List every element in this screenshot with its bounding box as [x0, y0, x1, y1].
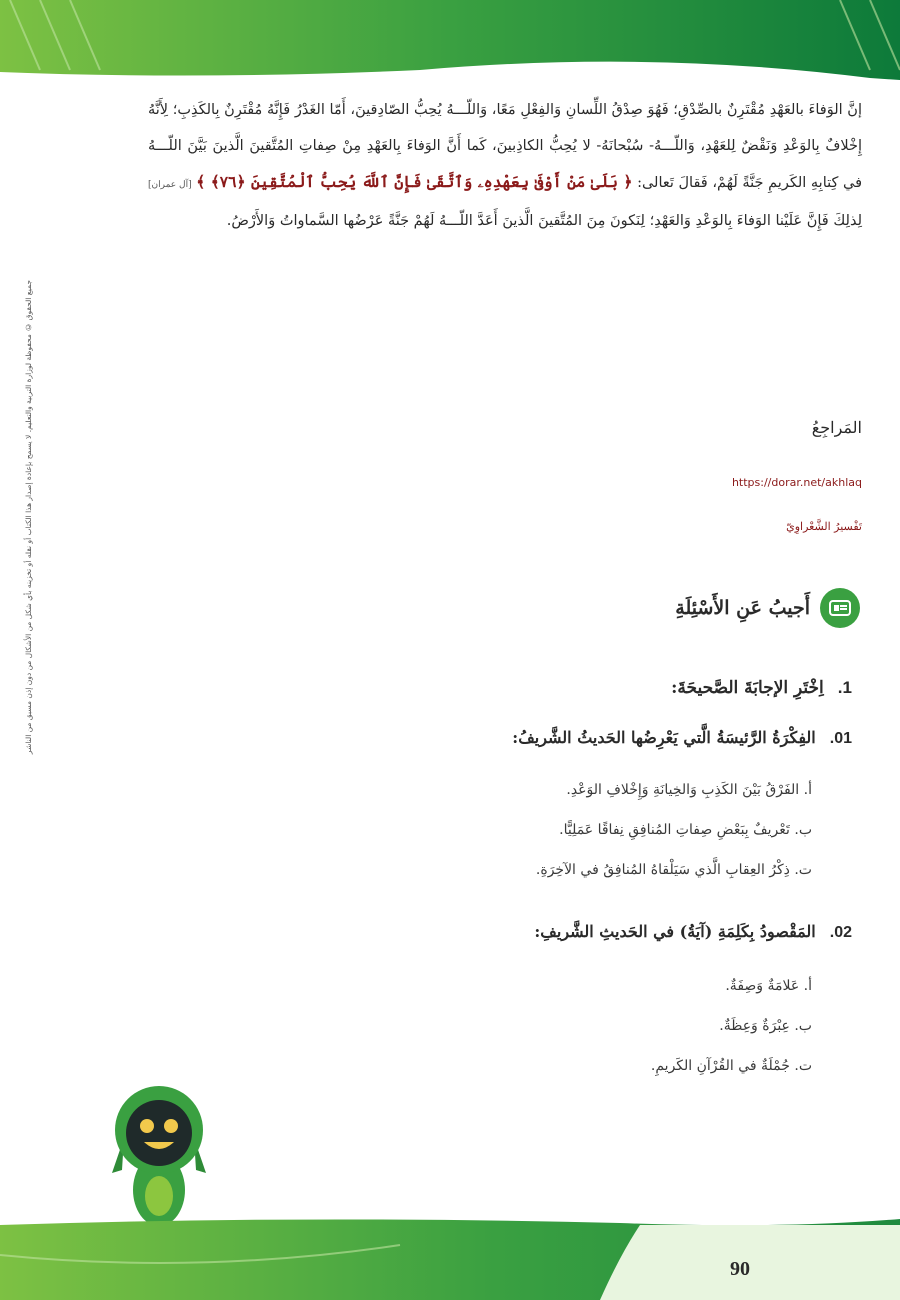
- task-label: اِخْتَرِ الإجابَةَ الصَّحيحَةَ:: [671, 678, 824, 698]
- question-text: الفِكْرَةُ الرَّئيسَةُ الَّتي يَعْرِضُها الحَديثُ الشَّريفُ:: [512, 728, 816, 747]
- question-1: [512, 728, 852, 748]
- copyright-text: جميع الحقوق © محفوظة لوزارة التربية والتعليم. لا يسمح بإعادة إصدار هذا الكتاب أو نقله أو تخزينه بأي شكل من الأشكال من دون إذن مسبق من الناشر: [24, 280, 33, 755]
- question-text: المَقْصودُ بِكَلِمَةِ (آيَةُ) في الحَديثِ الشَّريفِ:: [534, 922, 816, 941]
- top-decorative-band: [0, 0, 900, 80]
- question-1-option-b: ب. تَعْريفٌ بِبَعْضِ صِفاتِ المُنافِقِ نِفاقًا عَمَلِيًّا.: [559, 822, 812, 838]
- question-2-option-b: ب. عِبْرَةٌ وَعِظَةٌ.: [719, 1018, 812, 1034]
- reference-link[interactable]: https://dorar.net/akhlaq: [731, 476, 862, 489]
- page-number: 90: [730, 1258, 750, 1280]
- copyright-sidebar-note: [24, 280, 40, 1100]
- references-title: المَراجِعُ: [811, 418, 862, 437]
- reference-book: تَفْسيرُ الشَّعْراوِيّ: [786, 520, 862, 533]
- questions-section-title: أَجيبُ عَنِ الأَسْئِلَةِ: [675, 597, 810, 619]
- question-2-option-c: ت. جُمْلَةٌ في القُرْآنِ الكَريمِ.: [650, 1058, 812, 1074]
- question-1-option-c: ت. ذِكْرُ العِقابِ الَّذي سَيَلْقاهُ المُنافِقُ في الآخِرَةِ.: [535, 862, 812, 878]
- quran-verse: ﴿ بَلَىٰ مَنْ أَوْفَىٰ بِعَهْدِهِۦ وَٱتَّقَىٰ فَإِنَّ ٱللَّهَ يُحِبُّ ٱلْمُتَّقِينَ ﴿٧٦﴾ ﴾: [196, 172, 633, 191]
- question-1-option-a: أ. الفَرْقُ بَيْنَ الكَذِبِ وَالخِيانَةِ وَإِخْلافِ الوَعْدِ.: [566, 782, 812, 798]
- question-2-option-a: أ. عَلامَةٌ وَصِفَةٌ.: [725, 978, 812, 994]
- task-number: 1.: [837, 678, 852, 697]
- verse-reference: [آل عمران]: [148, 180, 192, 190]
- worksheet-icon: [820, 588, 860, 628]
- intro-text: إنَّ الوَفاءَ بالعَهْدِ مُقْتَرِنٌ بالصِّدْقِ؛ فَهُوَ صِدْقُ اللِّسانِ وَالفِعْلِ مَعًا، وَاللّـــهُ يُحِبُّ الصّادِقينَ، أَمّا الغَدْرُ فَإِنَّهُ مُقْتَرِنٌ بِالكَذِبِ؛ لِأَنَّهُ إِخْلافٌ بِالوَعْدِ وَنَقْضٌ لِلعَهْدِ، وَاللّـــهُ- سُبْحانَهُ- لا يُحِبُّ الكاذِبينَ، كَما أَنَّ الوَفاءَ بِالعَهْدِ مِنْ صِفاتِ المُتَّقينَ الَّذينَ بَيَّنَ اللّـــهُ في كِتابِهِ الكَريمِ جَنَّةً لَهُمْ، فَقالَ تَعالى:: [148, 102, 863, 191]
- task-heading: [671, 678, 852, 698]
- questions-section-header: [675, 588, 860, 628]
- intro-paragraph: [148, 92, 862, 239]
- intro-text-continued: لِذلِكَ فَإِنَّ عَلَيْنا الوَفاءَ بِالوَعْدِ وَالعَهْدِ؛ لِنَكونَ مِنَ المُتَّقينَ الَّذينَ أَعَدَّ اللّـــهُ لَهُمْ جَنَّةً عَرْضُها السَّماواتُ وَالأَرْضُ.: [226, 213, 862, 229]
- question-number: 01.: [829, 730, 852, 747]
- question-number: 02.: [829, 924, 852, 941]
- question-2: [534, 922, 852, 942]
